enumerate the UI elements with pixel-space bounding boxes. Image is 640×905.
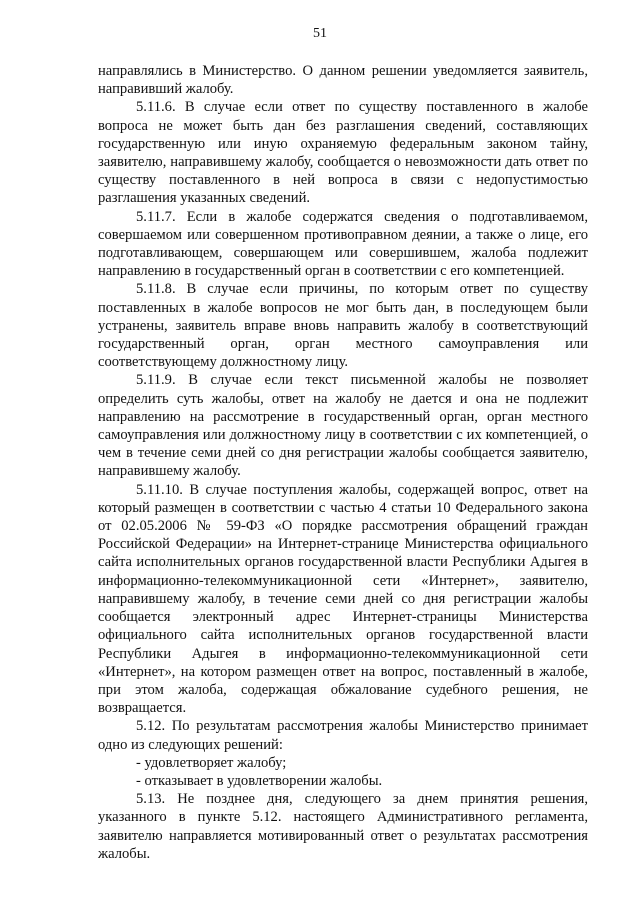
page-number: 51 [313, 26, 327, 41]
paragraph-5-11-10: 5.11.10. В случае поступления жалобы, содержащей вопрос, ответ на который размещен в соответствии с частью 4 статьи 10 Федерального закона от 02.05.2006 № 59-ФЗ «О порядке рассмотрения обращений граждан Российской Федерации» на Интернет-странице Министерства официального сайта исполнительных органов государственной власти Республики Адыгея в информационно-телекоммуникационной сети «Интернет», заявителю, направившему жалобу, в течение семи дней со дня регистрации жалобы сообщается электронный адрес Интернет-страницы Министерства официального сайта исполнительных органов государственной власти Республики Адыгея в информационно-телекоммуникационной сети «Интернет», на котором размещен ответ на вопрос, поставленный в жалобе, при этом жалоба, содержащая обжалование судебного решения, не возвращается. [98, 481, 588, 717]
paragraph-5-11-7: 5.11.7. Если в жалобе содержатся сведения о подготавливаемом, совершаемом или совершенном противоправном деянии, а также о лице, его подготавливающем, совершающем или совершившем, жалоба подлежит направлению в государственный орган в соответствии с его компетенцией. [98, 208, 588, 280]
document-body [98, 62, 588, 863]
paragraph-5-13: 5.13. Не позднее дня, следующего за днем принятия решения, указанного в пункте 5.12. настоящего Административного регламента, заявителю направляется мотивированный ответ о результатах рассмотрения жалобы. [98, 791, 588, 862]
paragraph-5-11-8: 5.11.8. В случае если причины, по которым ответ по существу поставленных в жалобе вопросов не мог быть дан, в последующем были устранены, заявитель вправе вновь направить жалобу в соответствующий государственный орган, орган местного самоуправления или соответствующему должностному лицу. [98, 281, 588, 371]
paragraph: направлялись в Министерство. О данном решении уведомляется заявитель, направивший жалобу. [98, 63, 588, 98]
paragraph-5-12: 5.12. По результатам рассмотрения жалобы Министерство принимает одно из следующих решений: [98, 718, 588, 753]
paragraph-5-11-9: 5.11.9. В случае если текст письменной жалобы не позволяет определить суть жалобы, ответ на жалобу не дается и она не подлежит направлению на рассмотрение в государственный орган, орган местного самоуправления или должностному лицу в соответствии с их компетенцией, о чем в течение семи дней со дня регистрации жалобы сообщается заявителю, направившему жалобу. [98, 372, 588, 480]
paragraph-5-11-6: 5.11.6. В случае если ответ по существу поставленного в жалобе вопроса не может быть дан без разглашения сведений, составляющих государственную или иную охраняемую федеральным законом тайну, заявителю, направившему жалобу, сообщается о невозможности дать ответ по существу поставленного в ней вопроса в связи с недопустимостью разглашения указанных сведений. [98, 99, 588, 207]
list-item: - удовлетворяет жалобу; [136, 754, 287, 771]
list-item: - отказывает в удовлетворении жалобы. [136, 772, 383, 789]
